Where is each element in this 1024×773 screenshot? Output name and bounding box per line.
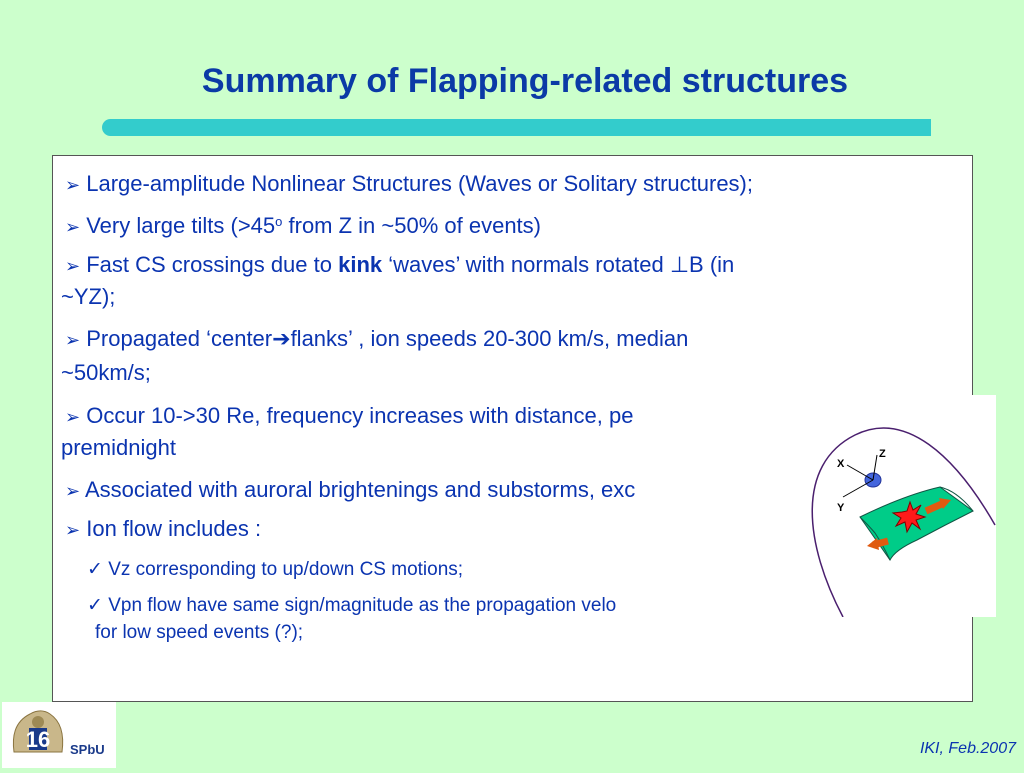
slide-number: 16 bbox=[25, 727, 51, 752]
sub-bullet-1: ✓ Vz corresponding to up/down CS motions; bbox=[87, 559, 464, 580]
bullet-7: ➢ Ion flow includes : bbox=[65, 516, 262, 541]
axis-z-label: Z bbox=[879, 448, 886, 460]
spbu-emblem-icon bbox=[2, 702, 116, 768]
title-underline-bar bbox=[102, 119, 931, 136]
bullet-2: ➢ Very large tilts ($>45^o$ from Z in ~50% of events) bbox=[65, 213, 541, 238]
bullet-5: ➢ Occur 10->30 Re, frequency increases with distance, pe bbox=[65, 403, 634, 428]
axis-y-label: Y bbox=[837, 502, 845, 514]
slide-title: Summary of Flapping-related structures bbox=[201, 62, 849, 100]
bullet-3-line-2: ~YZ); bbox=[61, 284, 116, 309]
bullet-4: ➢ Propagated ‘center➔flanks’ , ion speeds 20-300 km/s, median bbox=[65, 326, 689, 351]
checkmark-icon: ✓ bbox=[87, 559, 103, 580]
sub-bullet-2-line-2: for low speed events (?); bbox=[95, 622, 304, 643]
bullet-1: ➢ Large-amplitude Nonlinear Structures (Waves or Solitary structures); bbox=[65, 171, 753, 196]
spbu-logo bbox=[2, 702, 116, 768]
bullet-5-line-2: premidnight bbox=[61, 435, 176, 460]
right-arrow-icon: ➔ bbox=[272, 326, 291, 351]
bullet-6: ➢ Associated with auroral brightenings and substorms, exc bbox=[65, 477, 636, 502]
current-sheet-diagram bbox=[795, 395, 996, 617]
sub-bullet-2: ✓ Vpn flow have same sign/magnitude as the propagation velo bbox=[87, 595, 617, 616]
logo-text: SPbU bbox=[70, 742, 105, 757]
bullet-4-line-2: ~50km/s; bbox=[61, 360, 151, 385]
axis-x-label: X bbox=[837, 458, 845, 470]
bullet-arrow-icon: ➢ bbox=[65, 175, 81, 195]
bullet-arrow-icon: ➢ bbox=[65, 407, 81, 427]
bullet-3: ➢ Fast CS crossings due to kink ‘waves’ with normals rotated ⊥B (in bbox=[65, 252, 735, 277]
current-sheet-diagram-svg bbox=[795, 395, 996, 617]
footer-text: IKI, Feb.2007 bbox=[919, 740, 1016, 757]
bullet-arrow-icon: ➢ bbox=[65, 217, 81, 237]
bullet-arrow-icon: ➢ bbox=[65, 330, 81, 350]
bullet-arrow-icon: ➢ bbox=[65, 481, 81, 501]
bullet-arrow-icon: ➢ bbox=[65, 256, 81, 276]
bullet-arrow-icon: ➢ bbox=[65, 520, 81, 540]
checkmark-icon: ✓ bbox=[87, 595, 103, 616]
